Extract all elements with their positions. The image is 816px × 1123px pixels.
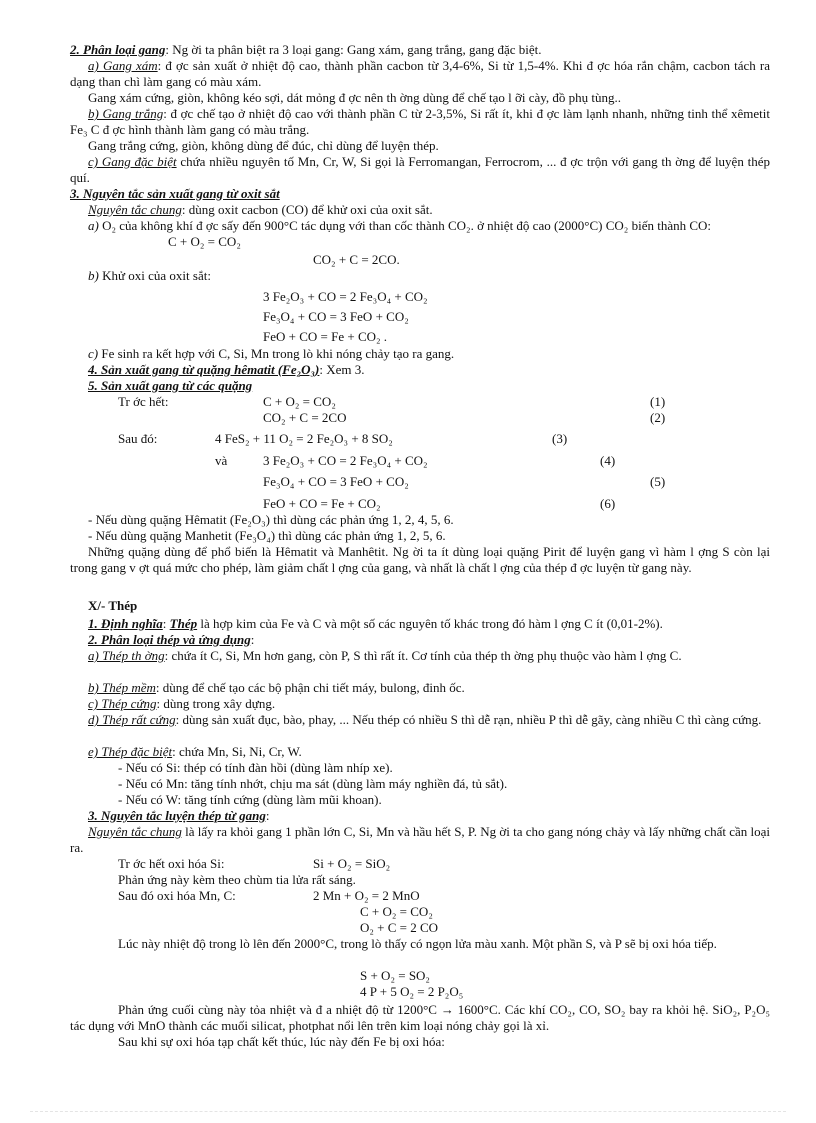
partX-last-text: Phản ứng cuối cùng này tỏa nhiệt và đ a nhiệt độ từ 1200°C → 1600°C. Các khí CO₂, CO, SO₂ bay ra khỏi hệ. SiO₂, P₂O₅ tác dụng với MnO thành các muối silicat, photphat nổi lên trên kim loại nóng chảy gọi là xỉ. <box>70 1002 770 1033</box>
partX-e3: - Nếu có W: tăng tính cứng (dùng làm mũi khoan). <box>118 792 382 807</box>
sec3-c-text: Fe sinh ra kết hợp với C, Si, Mn trong lò khi nóng chảy tạo ra gang. <box>98 346 455 361</box>
sec3-b-line <box>88 268 788 284</box>
sec5-eq6: FeO + CO = Fe + CO₂ <box>263 496 381 511</box>
sec3-a-eq1: C + O₂ = CO₂ <box>168 234 241 249</box>
partX-b-text: : dùng để chế tạo các bộ phận chi tiết máy, bulong, đinh ốc. <box>155 680 465 695</box>
partX-prod-text: là lấy ra khỏi gang 1 phần lớn C, Si, Mn và hầu hết S, P. Ng ời ta cho gang nóng chảy và lấy những chất cần loại ra. <box>70 824 770 855</box>
sec3-c-label: c) <box>88 346 99 361</box>
partX-c-line <box>88 696 788 712</box>
partX-prod-paragraph <box>70 824 770 856</box>
sec3-b-label: b) <box>88 268 99 283</box>
partX-c-label: c) Thép cứng <box>88 696 157 711</box>
sec3-principle <box>88 202 788 218</box>
sec3-principle-text: : dùng oxit cacbon (CO) để khử oxi của oxit sắt. <box>181 202 433 217</box>
sec5-first-label: Tr ớc hết: <box>118 394 169 409</box>
partX-e-label: e) Thép đặc biệt <box>88 744 173 759</box>
partX-e-text: : chứa Mn, Si, Ni, Cr, W. <box>172 744 302 759</box>
sec3-a-eq2: CO₂ + C = 2CO. <box>313 252 400 267</box>
partX-mn-label: Sau đó oxi hóa Mn, C: <box>118 888 236 903</box>
partX-prod-label: Nguyên tắc chung <box>88 824 182 839</box>
sec2-c-text: chứa nhiều nguyên tố Mn, Cr, W, Si gọi là Ferromangan, Ferrocrom, ... đ ợc trộn với gang th ờng để luyện thép quí. <box>70 154 770 185</box>
sec2-c-paragraph <box>70 154 770 186</box>
sec3-b-eq2: Fe₃O₄ + CO = 3 FeO + CO₂ <box>263 309 409 324</box>
sec2-heading-line <box>70 42 770 58</box>
partX-a-paragraph <box>70 648 770 664</box>
partX-cls-title: 2. Phân loại thép và ứng dụng <box>88 632 251 647</box>
partX-temp-text: Lúc này nhiệt độ trong lò lên đến 2000°C, trong lò thấy có ngọn lửa màu xanh. Một phần S, và P sẽ bị oxi hóa tiếp. <box>118 936 717 951</box>
sec2-b-use: Gang trắng cứng, giòn, không dùng để đúc, chỉ dùng để luyện thép. <box>88 138 439 153</box>
sec3-a-paragraph <box>70 218 770 234</box>
sec5-then-label: Sau đó: <box>118 431 158 446</box>
partX-prod-line: 3. Nguyên tắc luyện thép từ gang: <box>88 808 270 823</box>
sec5-eq5-number: (5) <box>650 474 666 489</box>
sec3-a-label: a) <box>88 218 99 233</box>
partX-a-text: : chứa ít C, Si, Mn hơn gang, còn P, S thì rất ít. Cơ tính của thép th ờng phụ thuộc vào hàm l ợng C. <box>164 648 682 663</box>
sec5-eq5: Fe₃O₄ + CO = 3 FeO + CO₂ <box>263 474 409 489</box>
sec5-and-label: và <box>215 453 228 468</box>
sec5-note3: Những quặng dùng để phổ biến là Hêmatit và Manhêtit. Ng ời ta ít dùng loại quặng Pirit để luyện gang vì hàm l ợng S còn lại trong gang v ợt quá mức cho phép, làm giảm chất l ợng của gang, và nhất là chất l ợng của thép đ ợc luyện từ gang này. <box>70 544 770 575</box>
sec2-a-label: a) Gang xám <box>88 58 158 73</box>
sec5-note1: - Nếu dùng quặng Hêmatit (Fe₂O₃) thì dùng các phản ứng 1, 2, 4, 5, 6. <box>88 512 454 527</box>
sec3-b-eq1: 3 Fe₂O₃ + CO = 2 Fe₃O₄ + CO₂ <box>263 289 428 304</box>
partX-a-label: a) Thép th ờng <box>88 648 165 663</box>
sec2-title: 2. Phân loại gang <box>70 42 166 57</box>
sec5-eq4: 3 Fe₂O₃ + CO = 2 Fe₃O₄ + CO₂ <box>263 453 428 468</box>
sec5-eq2: CO₂ + C = 2CO <box>263 410 347 425</box>
partX-si-eq: Si + O₂ = SiO₂ <box>313 856 391 871</box>
partX-mn-eq2: C + O₂ = CO₂ <box>360 904 433 919</box>
partX-si-label: Tr ớc hết oxi hóa Si: <box>118 856 225 871</box>
partX-sp-eq1: S + O₂ = SO₂ <box>360 968 430 983</box>
partX-prod-title: 3. Nguyên tắc luyện thép từ gang <box>88 808 266 823</box>
sec3-c-line <box>88 346 788 362</box>
partX-sp-eq2: 4 P + 5 O₂ = 2 P₂O₅ <box>360 984 464 999</box>
partX-c-text: : dùng trong xây dựng. <box>156 696 276 711</box>
sec5-eq1-number: (1) <box>650 394 666 409</box>
sec2-a-paragraph <box>70 58 770 90</box>
sec2-b-label: b) Gang trắng <box>88 106 164 121</box>
partX-e-line <box>88 744 788 760</box>
sec5-eq2-number: (2) <box>650 410 666 425</box>
sec2-c-label: c) Gang đặc biệt <box>88 154 177 169</box>
page-bottom-divider <box>30 1111 786 1112</box>
partX-b-label: b) Thép mềm <box>88 680 156 695</box>
sec3-title: 3. Nguyên tắc sản xuất gang từ oxit sắt <box>70 186 280 201</box>
partX-cls-line: 2. Phân loại thép và ứng dụng: <box>88 632 255 647</box>
sec2-b-paragraph <box>70 106 770 138</box>
partX-title: X/- Thép <box>88 598 138 613</box>
sec2-a-use: Gang xám cứng, giòn, không kéo sợi, dát mỏng đ ợc nên th ờng dùng để chế tạo l ỡi cày, đồ phụ tùng.. <box>88 90 622 105</box>
sec5-note2: - Nếu dùng quặng Manhetit (Fe₃O₄) thì dùng các phản ứng 1, 2, 5, 6. <box>88 528 446 543</box>
sec4-line <box>88 362 788 378</box>
sec3-b-eq3: FeO + CO = Fe + CO₂ . <box>263 329 388 344</box>
partX-def-title: 1. Định nghĩa <box>88 616 163 631</box>
partX-def-word: Thép <box>169 616 198 631</box>
partX-mn-eq1: 2 Mn + O₂ = 2 MnO <box>313 888 420 903</box>
partX-def-text: là hợp kim của Fe và C và một số các nguyên tố khác trong đó hàm l ợng C ít (0,01-2%). <box>197 616 663 631</box>
partX-def-line: 1. Định nghĩa: Thép là hợp kim của Fe và C và một số các nguyên tố khác trong đó hàm l ợng C ít (0,01-2%). <box>88 616 663 631</box>
partX-e1: - Nếu có Si: thép có tính đàn hồi (dùng làm nhíp xe). <box>118 760 393 775</box>
sec3-principle-label: Nguyên tắc chung <box>88 202 182 217</box>
sec5-eq1: C + O₂ = CO₂ <box>263 394 336 409</box>
sec5-eq3: 4 FeS₂ + 11 O₂ = 2 Fe₂O₃ + 8 SO₂ <box>215 431 393 446</box>
sec3-a-text: O₂ của không khí đ ợc sấy đến 900°C tác dụng với than cốc thành CO₂. ở nhiệt độ cao (2000°C) CO₂ biến thành CO: <box>98 218 712 233</box>
sec3-b-text: Khử oxi của oxit sắt: <box>98 268 211 283</box>
partX-e2: - Nếu có Mn: tăng tính nhớt, chịu ma sát (dùng làm máy nghiền đá, tủ sắt). <box>118 776 508 791</box>
sec4-text: : Xem 3. <box>319 362 365 377</box>
partX-si-note: Phản ứng này kèm theo chùm tia lửa rất sáng. <box>118 872 356 887</box>
sec5-title: 5. Sản xuất gang từ các quặng <box>88 378 253 393</box>
sec4-title: 4. Sản xuất gang từ quặng hêmatit (Fe₂O₃) <box>88 362 320 377</box>
sec5-eq4-number: (4) <box>600 453 616 468</box>
partX-mn-eq3: O₂ + C = 2 CO <box>360 920 439 935</box>
sec2-b-text: : đ ợc chế tạo ở nhiệt độ cao với thành phần C từ 2-3,5%, Si rất ít, khi đ ợc làm lạnh nhanh, những tinh thể xêmetit Fe₃ C đ ợc hình thành làm gang có màu trắng. <box>70 106 771 137</box>
partX-d-paragraph <box>70 712 770 728</box>
partX-end-text: Sau khi sự oxi hóa tạp chất kết thúc, lúc này đến Fe bị oxi hóa: <box>118 1034 445 1049</box>
sec5-eq3-number: (3) <box>552 431 568 446</box>
partX-d-label: d) Thép rất cứng <box>88 712 176 727</box>
partX-b-line <box>88 680 788 696</box>
sec2-a-text: : đ ợc sản xuất ở nhiệt độ cao, thành phần cacbon từ 3,4-6%, Si từ 1,5-4%. Khi đ ợc hóa rắn chậm, cacbon tách ra dạng than chì làm gang có màu xám. <box>70 58 770 89</box>
partX-d-text: : dùng sản xuất đục, bào, phay, ... Nếu thép có nhiều S thì dễ rạn, nhiều P thì dễ gãy, càng nhiều C thì càng cứng. <box>175 712 762 727</box>
sec5-eq6-number: (6) <box>600 496 616 511</box>
sec2-intro: : Ng ời ta phân biệt ra 3 loại gang: Gang xám, gang trắng, gang đặc biệt. <box>165 42 542 57</box>
